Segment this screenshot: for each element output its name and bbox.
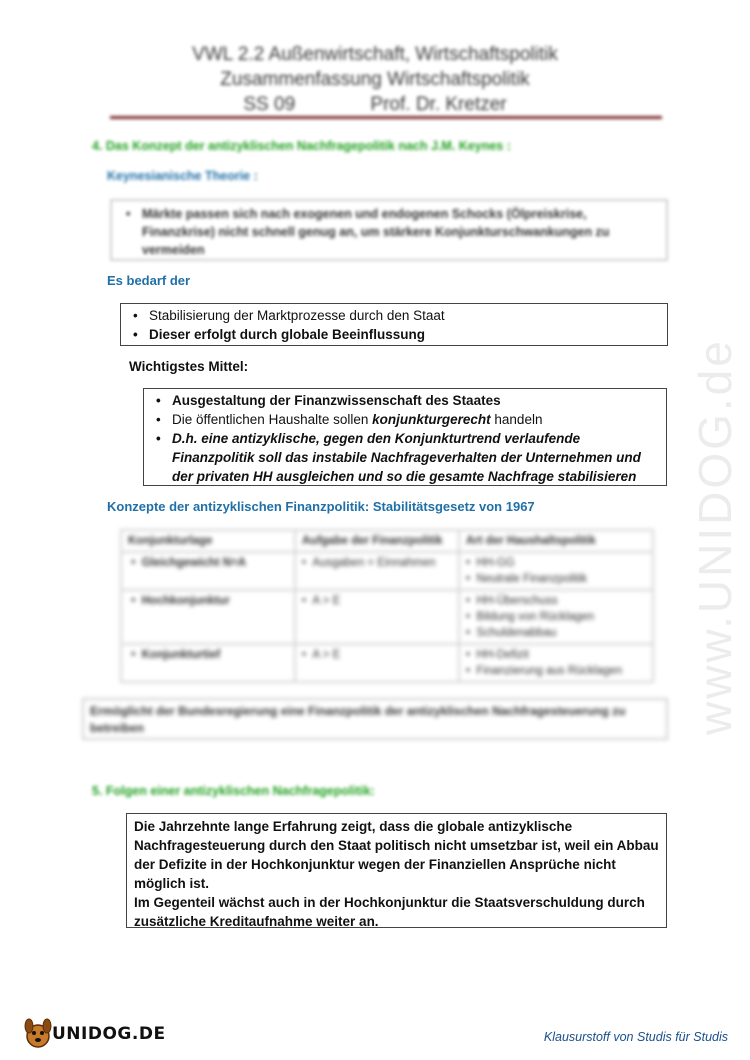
table-conclusion-box: Ermöglicht der Bundesregierung eine Finanzpolitik der antizyklischen Nachfragesteuerung zu betreiben [82, 698, 668, 740]
consequences-paragraph-2: Im Gegenteil wächst auch in der Hochkonjunktur die Staatsverschuldung durch zusätzliche Kreditaufnahme weiter an. [134, 895, 645, 929]
concepts-heading: Konzepte der antizyklischen Finanzpolitik: Stabilitätsgesetz von 1967 [107, 499, 535, 514]
table-header-row [121, 530, 653, 552]
semester: SS 09 [243, 94, 296, 115]
table-cell: • A > E [295, 644, 459, 682]
bullet-icon: • [133, 308, 138, 323]
keynes-theory-heading: Keynesianische Theorie : [107, 169, 258, 183]
stability-table-wrapper [120, 529, 654, 683]
table-cell: • HH-Defizit • Finanzierung aus Rücklagen [459, 644, 653, 682]
stability-table [120, 529, 654, 683]
table-cell: • A > E [295, 590, 459, 644]
table-header-cell: Art der Haushaltspolitik [459, 530, 653, 552]
table-cell: • HH-GG • Neutrale Finanzpolitik [459, 552, 653, 590]
table-cell: • Hochkonjunktur [121, 590, 295, 644]
footer-tagline: Klausurstoff von Studis für Studis [543, 1030, 728, 1044]
title-line-2: Zusammenfassung Wirtschaftspolitik [220, 69, 530, 90]
table-header-cell: Konjunkturlage [121, 530, 295, 552]
bullet-icon: • [156, 393, 161, 408]
means-item-3: • D.h. eine antizyklische, gegen den Konjunkturtrend verlaufende Finanzpolitik soll das instabile Nachfrageverhalten der Unternehmen und der privaten HH ausgleichen und so die gesamte Nachfrage stabilisieren [156, 431, 641, 484]
title-line-3 [0, 92, 750, 117]
table-row [121, 644, 653, 682]
table-row [121, 552, 653, 590]
means-heading: Wichtigstes Mittel: [129, 359, 249, 374]
header-rule [110, 116, 662, 119]
table-cell: • HH-Überschuss • Bildung von Rücklagen • Schuldenabbau [459, 590, 653, 644]
section-4-heading: 4. Das Konzept der antizyklischen Nachfragepolitik nach J.M. Keynes : [92, 139, 511, 153]
theory-box [110, 199, 668, 261]
bullet-icon: • [133, 327, 138, 342]
need-item-2: • Dieser erfolgt durch globale Beeinflussung [133, 327, 426, 342]
means-item-2: • Die öffentlichen Haushalte sollen konjunkturgerecht handeln [156, 412, 543, 427]
table-cell: • Gleichgewicht N=A [121, 552, 295, 590]
consequences-box [126, 813, 667, 928]
title-line-1: VWL 2.2 Außenwirtschaft, Wirtschaftspolitik [192, 44, 558, 65]
need-box [120, 303, 668, 346]
bullet-icon: • [126, 207, 131, 221]
means-box [143, 388, 667, 486]
theory-item: • Märkte passen sich nach exogenen und endogenen Schocks (Ölpreiskrise, Finanzkrise) nicht schnell genug an, um stärkere Konjunkturschwankungen zu vermeiden [126, 207, 610, 257]
table-row [121, 590, 653, 644]
section-5-heading: 5. Folgen einer antizyklischen Nachfragepolitik: [92, 784, 375, 798]
table-cell: • Konjunkturtief [121, 644, 295, 682]
dog-mascot-icon [22, 1014, 54, 1050]
watermark: www.UNIDOG.de [689, 338, 741, 735]
table-cell: • Ausgaben = Einnahmen [295, 552, 459, 590]
professor: Prof. Dr. Kretzer [370, 94, 507, 115]
need-item-1: • Stabilisierung der Marktprozesse durch den Staat [133, 308, 445, 323]
table-header-cell: Aufgabe der Finanzpolitik [295, 530, 459, 552]
bullet-icon: • [156, 412, 161, 427]
need-heading: Es bedarf der [107, 273, 191, 288]
means-item-1: • Ausgestaltung der Finanzwissenschaft des Staates [156, 393, 501, 408]
consequences-paragraph-1: Die Jahrzehnte lange Erfahrung zeigt, dass die globale antizyklische Nachfragesteuerung durch den Staat politisch nicht umsetzbar ist, weil ein Abbau der Defizite in der Hochkonjunktur wegen der Finanziellen Ansprüche nicht möglich ist. [134, 819, 659, 891]
document-header [0, 42, 750, 117]
bullet-icon: • [156, 431, 161, 446]
unidog-logo[interactable]: UNIDOG.DE [52, 1024, 166, 1044]
